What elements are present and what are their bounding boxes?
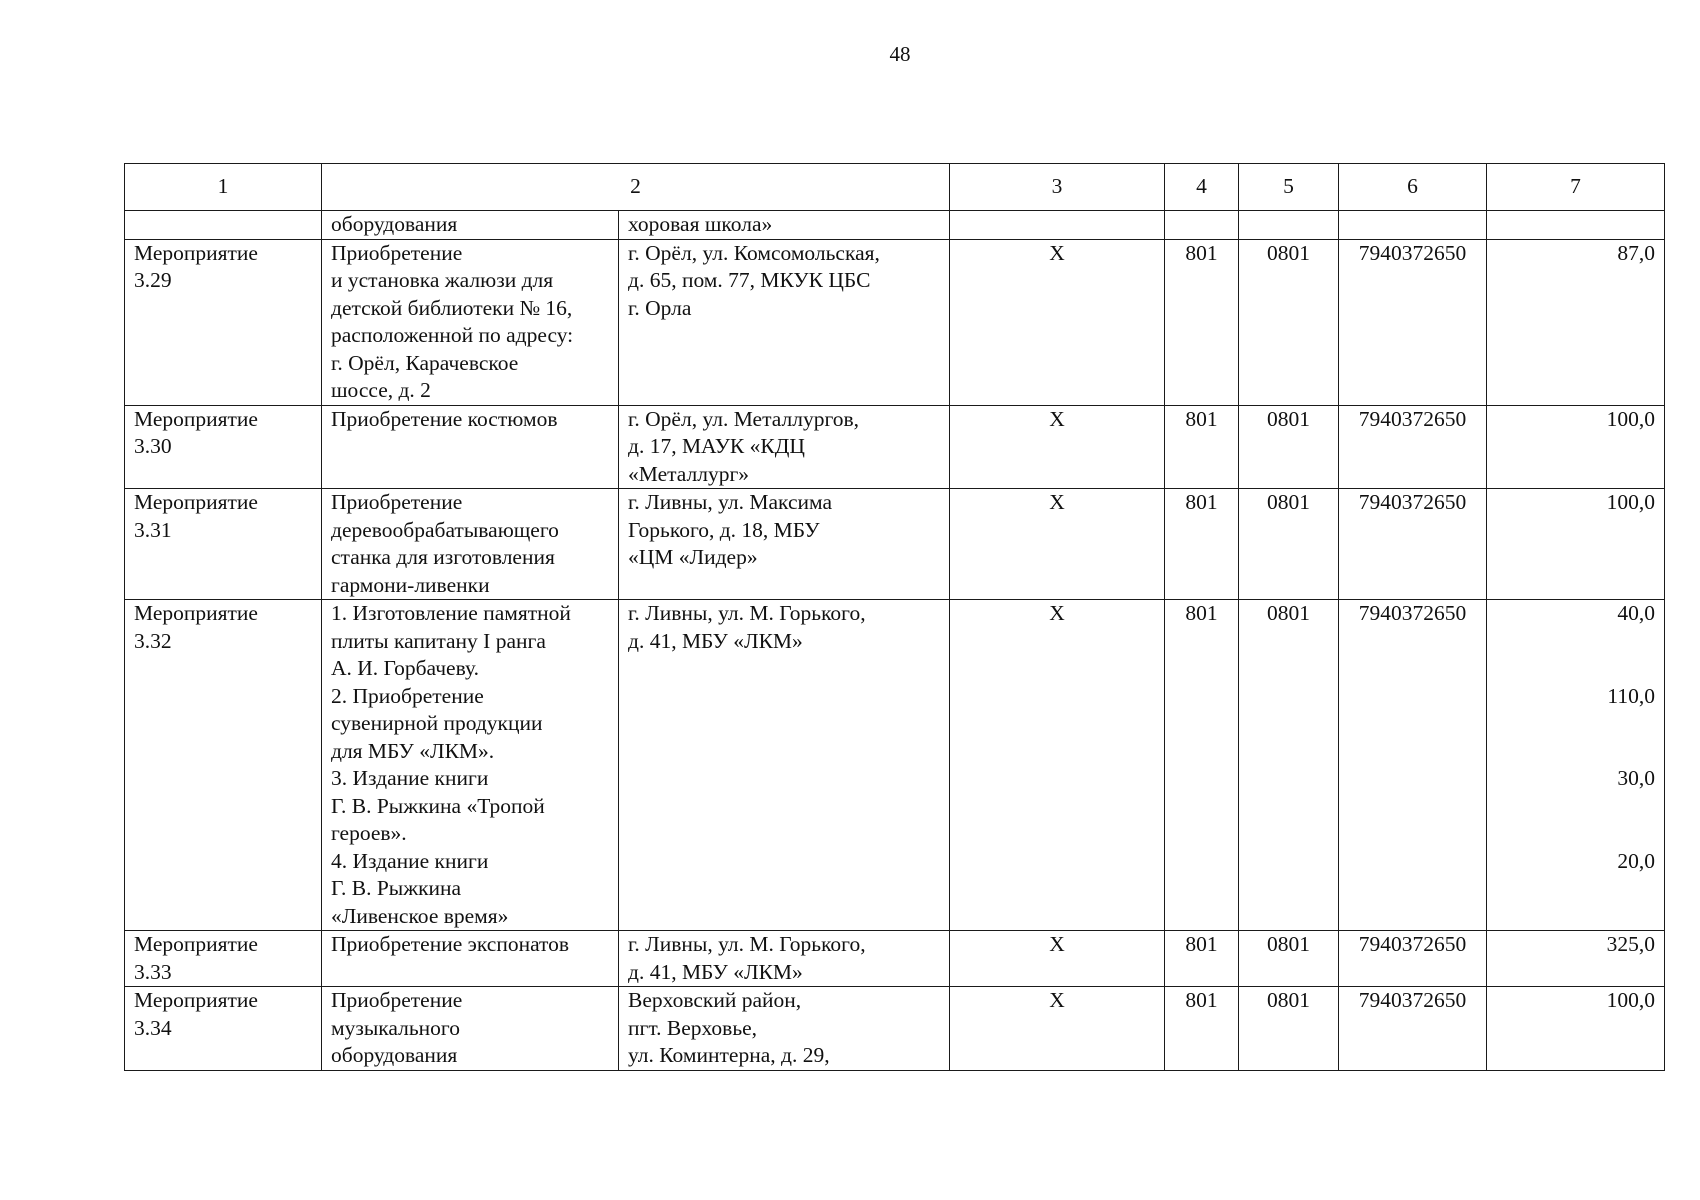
col5-cell: 0801 <box>1239 987 1339 1071</box>
address-cell: г. Ливны, ул. Максима Горького, д. 18, МБУ «ЦМ «Лидер» <box>619 489 950 600</box>
event-name-cell: Мероприятие 3.32 <box>125 600 322 931</box>
amount-value: 20,0 <box>1617 848 1655 873</box>
description-cell <box>322 489 619 600</box>
header-cell-7: 7 <box>1487 164 1665 211</box>
description-cell <box>322 987 619 1071</box>
description-cell <box>322 239 619 405</box>
header-cell-1: 1 <box>125 164 322 211</box>
header-cell-6: 6 <box>1339 164 1487 211</box>
table-row <box>125 600 1665 931</box>
amount-cell <box>1487 405 1665 489</box>
amount-value: 100,0 <box>1606 490 1655 514</box>
amount-value: 40,0 <box>1617 601 1655 625</box>
page-number: 48 <box>889 42 911 66</box>
col6-cell: 7940372650 <box>1339 489 1487 600</box>
description-cell <box>322 405 619 489</box>
continuation-cell-4 <box>1165 211 1239 240</box>
col4-cell: 801 <box>1165 931 1239 987</box>
description-item: 4. Издание книги Г. В. Рыжкина «Ливенское время» <box>331 848 509 928</box>
description-item: Приобретение и установка жалюзи для детской библиотеки № 16, расположенной по адресу: г. Орёл, Карачевское шоссе, д. 2 <box>331 240 574 402</box>
continuation-description: оборудования <box>322 211 619 240</box>
event-name-cell: Мероприятие 3.31 <box>125 489 322 600</box>
amount-cell <box>1487 600 1665 931</box>
description-cell <box>322 931 619 987</box>
col6-cell: 7940372650 <box>1339 239 1487 405</box>
continuation-cell-3 <box>950 211 1165 240</box>
col3-cell: X <box>950 405 1165 489</box>
amount-value: 100,0 <box>1606 988 1655 1012</box>
budget-table <box>124 163 1665 1071</box>
amount-value: 100,0 <box>1606 406 1655 431</box>
amount-cell <box>1487 931 1665 987</box>
col6-cell: 7940372650 <box>1339 405 1487 489</box>
header-row <box>125 164 1665 211</box>
col5-cell: 0801 <box>1239 600 1339 931</box>
event-name-cell: Мероприятие 3.30 <box>125 405 322 489</box>
col3-cell: X <box>950 600 1165 931</box>
col3-cell: X <box>950 987 1165 1071</box>
col6-cell: 7940372650 <box>1339 600 1487 931</box>
amount-value: 325,0 <box>1606 932 1655 956</box>
description-item: 2. Приобретение сувенирной продукции для МБУ «ЛКМ». <box>331 683 543 763</box>
description-item: Приобретение музыкального оборудования <box>331 988 463 1067</box>
description-item: 1. Изготовление памятной плиты капитану I ранга А. И. Горбачеву. <box>331 601 571 680</box>
continuation-cell-5 <box>1239 211 1339 240</box>
continuation-cell-6 <box>1339 211 1487 240</box>
description-item: Приобретение экспонатов <box>331 932 570 956</box>
col3-cell: X <box>950 931 1165 987</box>
col4-cell: 801 <box>1165 987 1239 1071</box>
address-cell: г. Орёл, ул. Металлургов, д. 17, МАУК «КДЦ «Металлург» <box>619 405 950 489</box>
table-row <box>125 239 1665 405</box>
header-cell-3: 3 <box>950 164 1165 211</box>
address-cell: Верховский район, пгт. Верховье, ул. Коминтерна, д. 29, <box>619 987 950 1071</box>
continuation-cell-7 <box>1487 211 1665 240</box>
table-row <box>125 987 1665 1071</box>
address-cell: г. Ливны, ул. М. Горького, д. 41, МБУ «ЛКМ» <box>619 931 950 987</box>
col4-cell: 801 <box>1165 489 1239 600</box>
amount-value: 110,0 <box>1607 683 1655 708</box>
description-item: Приобретение деревообрабатывающего станка для изготовления гармони-ливенки <box>331 490 559 597</box>
col3-cell: X <box>950 489 1165 600</box>
description-cell <box>322 600 619 931</box>
table-row <box>125 931 1665 987</box>
col4-cell: 801 <box>1165 239 1239 405</box>
header-cell-2: 2 <box>322 164 950 211</box>
event-name-cell: Мероприятие 3.33 <box>125 931 322 987</box>
continuation-row <box>125 211 1665 240</box>
continuation-cell-1 <box>125 211 322 240</box>
address-cell: г. Ливны, ул. М. Горького, д. 41, МБУ «ЛКМ» <box>619 600 950 931</box>
table-row <box>125 489 1665 600</box>
header-cell-4: 4 <box>1165 164 1239 211</box>
col3-cell: X <box>950 239 1165 405</box>
table-row <box>125 405 1665 489</box>
col5-cell: 0801 <box>1239 489 1339 600</box>
amount-cell <box>1487 489 1665 600</box>
event-name-cell: Мероприятие 3.34 <box>125 987 322 1071</box>
col6-cell: 7940372650 <box>1339 931 1487 987</box>
event-name-cell: Мероприятие 3.29 <box>125 239 322 405</box>
col5-cell: 0801 <box>1239 239 1339 405</box>
col4-cell: 801 <box>1165 600 1239 931</box>
amount-value: 87,0 <box>1617 240 1655 265</box>
header-cell-5: 5 <box>1239 164 1339 211</box>
amount-cell <box>1487 239 1665 405</box>
col6-cell: 7940372650 <box>1339 987 1487 1071</box>
col5-cell: 0801 <box>1239 405 1339 489</box>
description-item: Приобретение костюмов <box>331 406 558 431</box>
description-item: 3. Издание книги Г. В. Рыжкина «Тропой героев». <box>331 766 545 845</box>
continuation-address: хоровая школа» <box>619 211 950 240</box>
amount-value: 30,0 <box>1617 766 1655 790</box>
col5-cell: 0801 <box>1239 931 1339 987</box>
col4-cell: 801 <box>1165 405 1239 489</box>
address-cell: г. Орёл, ул. Комсомольская, д. 65, пом. 77, МКУК ЦБС г. Орла <box>619 239 950 405</box>
amount-cell <box>1487 987 1665 1071</box>
